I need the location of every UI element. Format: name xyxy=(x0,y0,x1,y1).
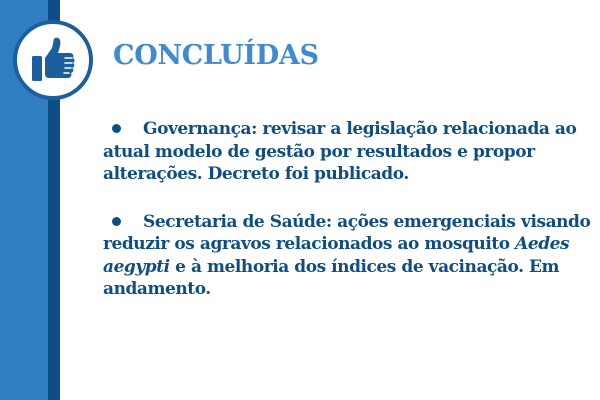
list-item xyxy=(103,211,595,301)
thumbs-up-icon xyxy=(31,36,75,84)
bullet-icon xyxy=(112,124,121,133)
item-text: Governança: revisar a legislação relacionada ao atual modelo de gestão por resultados e propor alterações. Decreto foi publicado. xyxy=(103,119,577,184)
list-item xyxy=(103,118,595,186)
species-name: Aedes aegypti xyxy=(103,234,570,277)
item-text: Secretaria de Saúde: ações emergenciais visando reduzir os agravos relacionados ao mosquito xyxy=(103,211,591,254)
item-text-continued: e à melhoria dos índices de vacinação. Em andamento. xyxy=(103,256,560,299)
bullet-icon xyxy=(112,217,121,226)
thumbs-up-badge xyxy=(13,20,93,100)
item-list xyxy=(103,118,595,326)
section-title: CONCLUÍDAS xyxy=(113,40,319,71)
